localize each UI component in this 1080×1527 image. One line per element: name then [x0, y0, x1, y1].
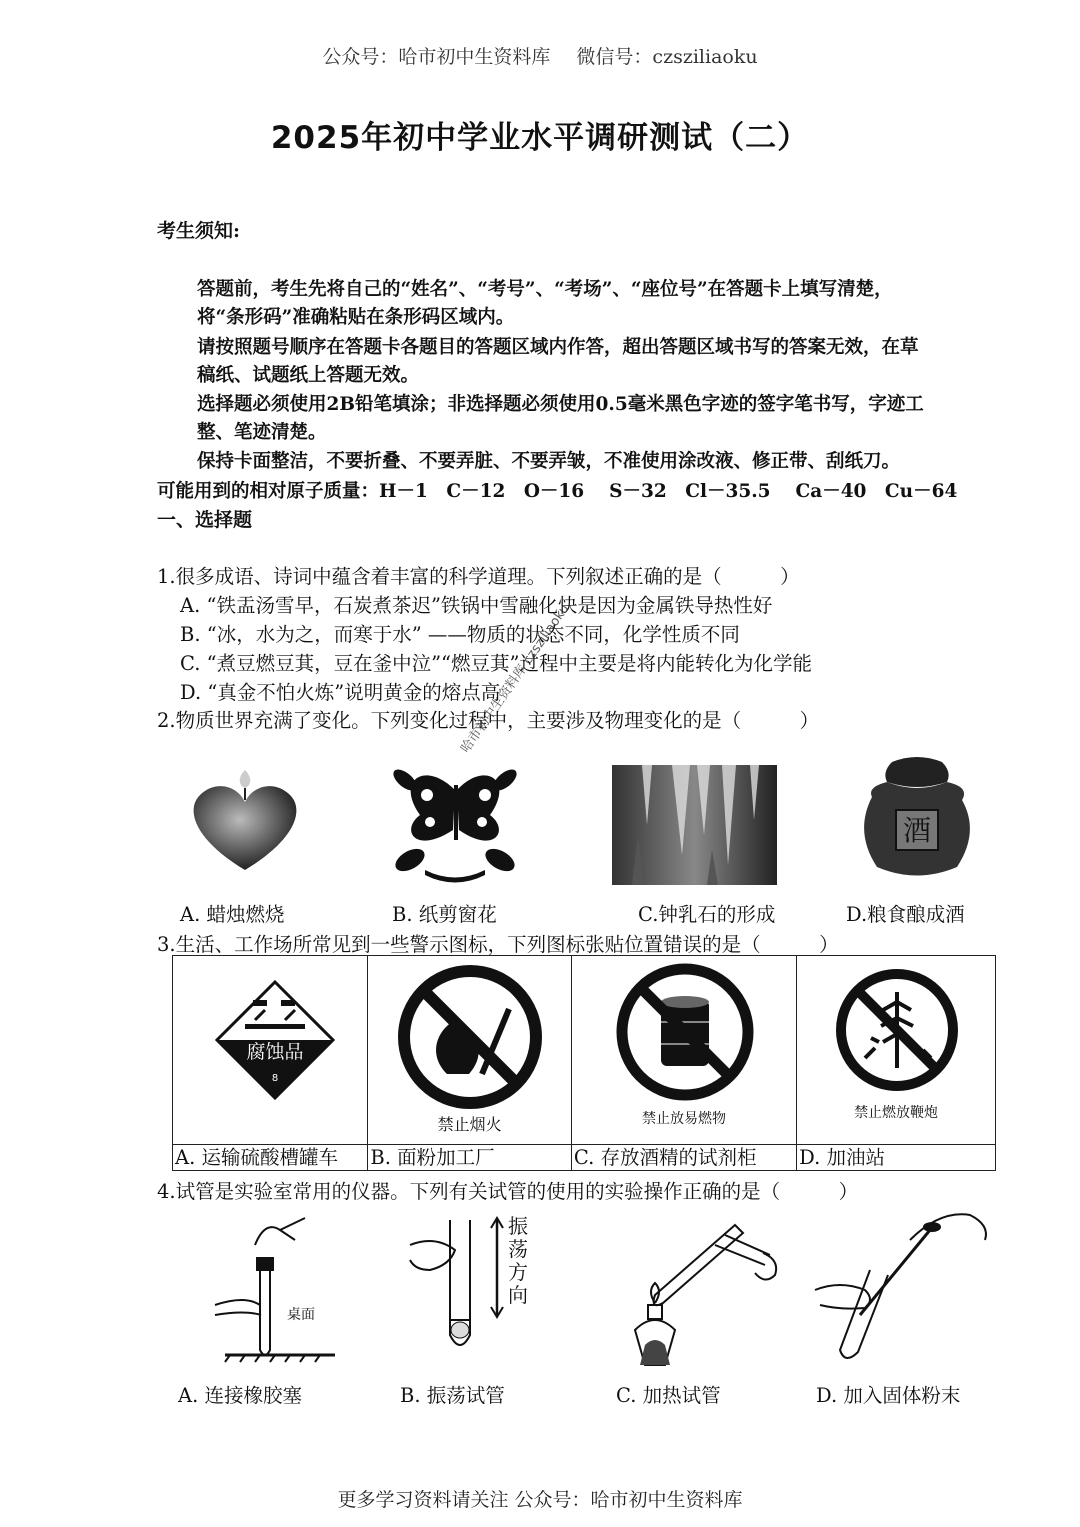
q1-option-a[interactable]: A. “铁盂汤雪早，石炭煮茶迟”铁锅中雪融化快是因为金属铁导热性好	[180, 594, 773, 617]
q4-option-c[interactable]: C. 加热试管	[616, 1384, 721, 1407]
no-firecrackers-label: 禁止燃放鞭炮	[854, 1105, 939, 1121]
q1-option-b[interactable]: B. “冰，水为之，而寒于水” ——物质的状态不同，化学性质不同	[180, 623, 740, 646]
page-header	[0, 42, 1080, 69]
q4-option-d[interactable]: D. 加入固体粉末	[816, 1384, 961, 1407]
notice-line: 请按照题号顺序在答题卡各题目的答题区域内作答，超出答题区域书写的答案无效，在草	[197, 337, 919, 358]
page-footer: 更多学习资料请关注 公众号：哈市初中生资料库	[337, 1489, 743, 1511]
page-title: 2025年初中学业水平调研测试（二）	[270, 120, 810, 156]
question-4-stem: 4.试管是实验室常用的仪器。下列有关试管的使用的实验操作正确的是（ ）	[157, 1180, 859, 1203]
notice-heading: 考生须知:	[157, 220, 241, 242]
atomic-masses: 可能用到的相对原子质量：H－1 C－12 O－16 S－32 Cl－35.5 Ca－40 Cu－64	[157, 481, 958, 502]
q2-option-d[interactable]: D.粮食酿成酒	[846, 903, 965, 926]
no-firecrackers-sign	[835, 968, 959, 1092]
q2-option-a[interactable]: A. 蜡烛燃烧	[180, 903, 285, 926]
q2-option-b[interactable]: B. 纸剪窗花	[392, 903, 497, 926]
warning-signs-table	[172, 955, 996, 1171]
notice-line: 选择题必须使用2B铅笔填涂；非选择题必须使用0.5毫米黑色字迹的签字笔书写，字迹工	[197, 394, 924, 415]
header-right: 微信号：czsziliaoku	[576, 46, 758, 68]
q3-option-c[interactable]: C. 存放酒精的试剂柜	[572, 1144, 796, 1170]
stalactite-image	[612, 765, 777, 885]
sign-cell-a	[173, 956, 368, 1171]
desk-label: 桌面	[287, 1307, 315, 1323]
notice-line: 答题前，考生先将自己的“姓名”、“考号”、“考场”、“座位号”在答题卡上填写清楚，	[197, 279, 893, 300]
wine-jar-image	[852, 752, 982, 882]
corrosive-label: 腐蚀品	[246, 1041, 304, 1063]
candle-image	[185, 770, 305, 875]
notice-line: 保持卡面整洁，不要折叠、不要弄脏、不要弄皱，不准使用涂改液、修正带、刮纸刀。	[197, 451, 901, 472]
header-left: 公众号：哈市初中生资料库	[322, 46, 551, 68]
no-fire-sign	[397, 964, 543, 1110]
watermark: 哈市初中生资料库 czsziliaoku	[458, 601, 573, 756]
add-powder-image	[810, 1200, 995, 1370]
q3-option-d[interactable]: D. 加油站	[797, 1144, 995, 1170]
q1-option-c[interactable]: C. “煮豆燃豆萁，豆在釜中泣”“燃豆萁”过程中主要是将内能转化为化学能	[180, 652, 812, 675]
test-tube-stopper-image	[205, 1210, 355, 1370]
notice-line: 整、笔迹清楚。	[197, 422, 327, 443]
jar-label: 酒	[902, 814, 932, 847]
papercut-image	[385, 760, 525, 885]
q1-option-d[interactable]: D. “真金不怕火炼”说明黄金的熔点高	[180, 681, 501, 704]
q3-option-a[interactable]: A. 运输硫酸槽罐车	[173, 1144, 367, 1170]
no-flammables-sign	[615, 962, 755, 1102]
heating-tube-image	[615, 1205, 785, 1370]
sign-cell-d	[797, 956, 996, 1171]
q2-option-c[interactable]: C.钟乳石的形成	[638, 903, 776, 926]
q3-option-b[interactable]: B. 面粉加工厂	[368, 1144, 571, 1170]
question-3-stem: 3.生活、工作场所常见到一些警示图标，下列图标张贴位置错误的是（ ）	[157, 933, 839, 956]
no-flammables-label: 禁止放易燃物	[642, 1111, 727, 1127]
q4-option-b[interactable]: B. 振荡试管	[400, 1384, 505, 1407]
sign-cell-b	[368, 956, 572, 1171]
sign-cell-c	[571, 956, 796, 1171]
q4-option-a[interactable]: A. 连接橡胶塞	[178, 1384, 302, 1407]
corrosive-sign	[215, 980, 335, 1100]
corrosive-class: 8	[271, 1073, 279, 1084]
question-2-stem: 2.物质世界充满了变化。下列变化过程中，主要涉及物理变化的是（ ）	[157, 709, 820, 732]
notice-line: 稿纸、试题纸上答题无效。	[197, 365, 420, 386]
shake-direction-label: 振荡方向	[508, 1214, 528, 1307]
no-fire-label: 禁止烟火	[437, 1115, 502, 1134]
notice-line: 将“条形码”准确粘贴在条形码区域内。	[197, 307, 515, 328]
section-heading: 一、选择题	[157, 509, 253, 531]
question-1-stem: 1.很多成语、诗词中蕴含着丰富的科学道理。下列叙述正确的是（ ）	[157, 565, 800, 588]
